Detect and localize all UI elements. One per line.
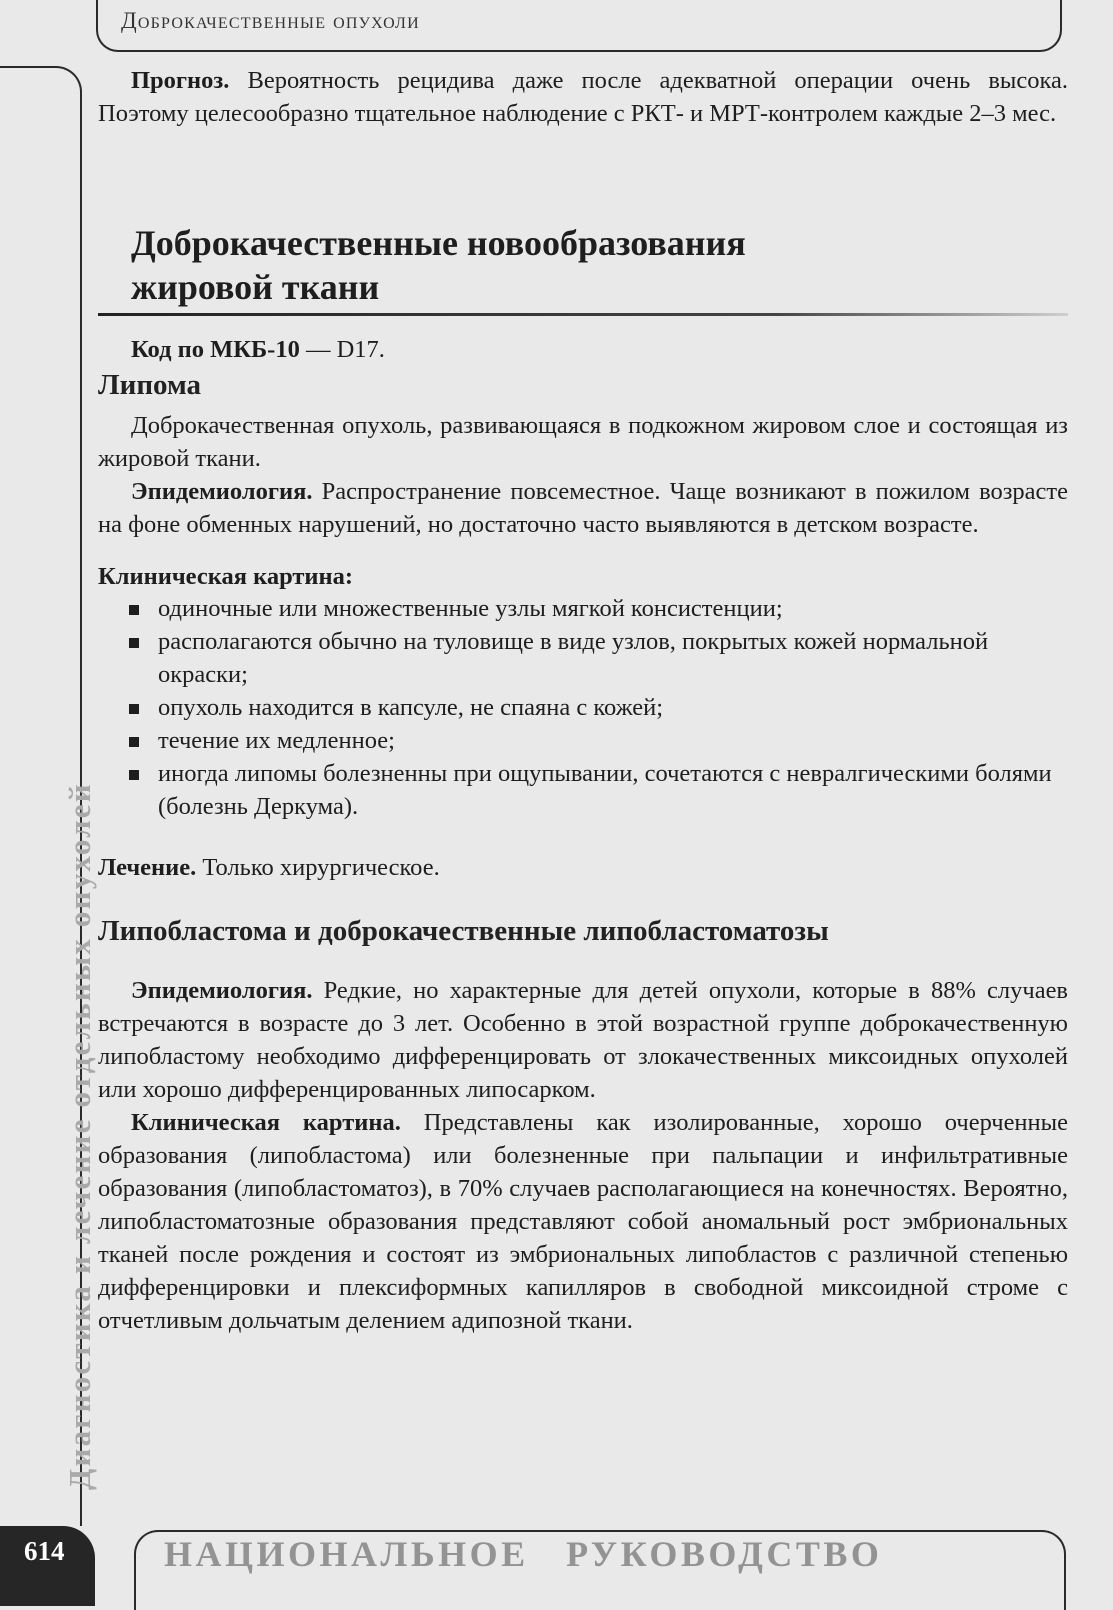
lipoblastoma-clinical — [98, 1106, 1068, 1337]
icd-value: — D17. — [305, 336, 385, 363]
list-item: располагаются обычно на туловище в виде узлов, покрытых кожей нормальной окраски; — [98, 625, 1068, 691]
list-item: опухоль находится в капсуле, не спаяна с кожей; — [98, 691, 1068, 724]
lipoma-heading: Липома — [98, 369, 202, 401]
section-title-line1: Доброкачественные новообразования — [131, 223, 746, 263]
lipoblastoma-clinical-label: Клиническая картина. — [131, 1109, 401, 1136]
section-title — [98, 221, 1068, 309]
lipoblastoma-clinical-text: Представлены как изолированные, хорошо очерченные образования (липобластома) или болезненные при пальпации и инфильтративные образования (липобластоматоз), в 70% случаев располагающиеся на конечностях. Вероятно, липобластоматозные образования представляют собой аномальный рост эмбриональных тканей после рождения и состоят из эмбриональных липобластов с различной степенью дифференцировки и плексиформных капилляров в свободной миксоидной строме с отчетливым дольчатым делением адипозной ткани. — [98, 1109, 1068, 1334]
lipoma-clinical-heading: Клиническая картина: — [98, 563, 354, 590]
lipoma-definition: Доброкачественная опухоль, развивающаяся в подкожном жировом слое и состоящая из жировой ткани. — [98, 412, 1068, 472]
icd-code-line — [98, 333, 1068, 366]
page-number: 614 — [24, 1536, 65, 1566]
lipoma-clinical-list — [98, 592, 1068, 823]
side-chapter-label: Диагностика и лечение отдельных опухолей — [62, 782, 97, 1490]
lipoblastoma-epid-label: Эпидемиология. — [131, 977, 313, 1004]
lipoblastoma-heading: Липобластома и доброкачественные липобластоматозы — [98, 915, 829, 947]
list-item: течение их медленное; — [98, 724, 1068, 757]
prognosis-label: Прогноз. — [131, 67, 230, 94]
lipoblastoma-epidemiology — [98, 974, 1068, 1106]
list-item: иногда липомы болезненны при ощупывании, сочетаются с невралгическими болями (болезнь Деркума). — [98, 757, 1068, 823]
prognosis-paragraph — [98, 64, 1068, 130]
lipoma-treatment-label: Лечение. — [98, 854, 197, 881]
lipoma-treatment — [98, 851, 1068, 884]
lipoma-treatment-text: Только хирургическое. — [202, 854, 440, 881]
lipoblastoma-epid-text: Редкие, но характерные для детей опухоли, которые в 88% случаев встречаются в возрасте до 3 лет. Особенно в этой возрастной группе доброкачественную липобластому необходимо дифференцировать от злокачественных миксоидных опухолей или хорошо дифференцированных липосарком. — [98, 977, 1069, 1103]
list-item: одиночные или множественные узлы мягкой консистенции; — [98, 592, 1068, 625]
lipoma-epid-label: Эпидемиология. — [131, 478, 313, 505]
lipoma-epidemiology — [98, 475, 1068, 541]
running-title: Доброкачественные опухоли — [121, 8, 420, 33]
footer-title: НАЦИОНАЛЬНОЕ РУКОВОДСТВО — [164, 1534, 883, 1574]
page-content — [98, 64, 1068, 1337]
prognosis-text: Вероятность рецидива даже после адекватной операции очень высока. Поэтому целесообразно тщательное наблюдение с РКТ- и МРТ-контролем каждые 2–3 мес. — [98, 67, 1069, 127]
icd-label: Код по МКБ-10 — [131, 336, 300, 363]
lipoma-epid-text: Распространение повсеместное. Чаще возникают в пожилом возрасте на фоне обменных нарушений, но достаточно часто выявляются в детском возрасте. — [98, 478, 1068, 538]
section-title-line2: жировой ткани — [131, 267, 380, 307]
